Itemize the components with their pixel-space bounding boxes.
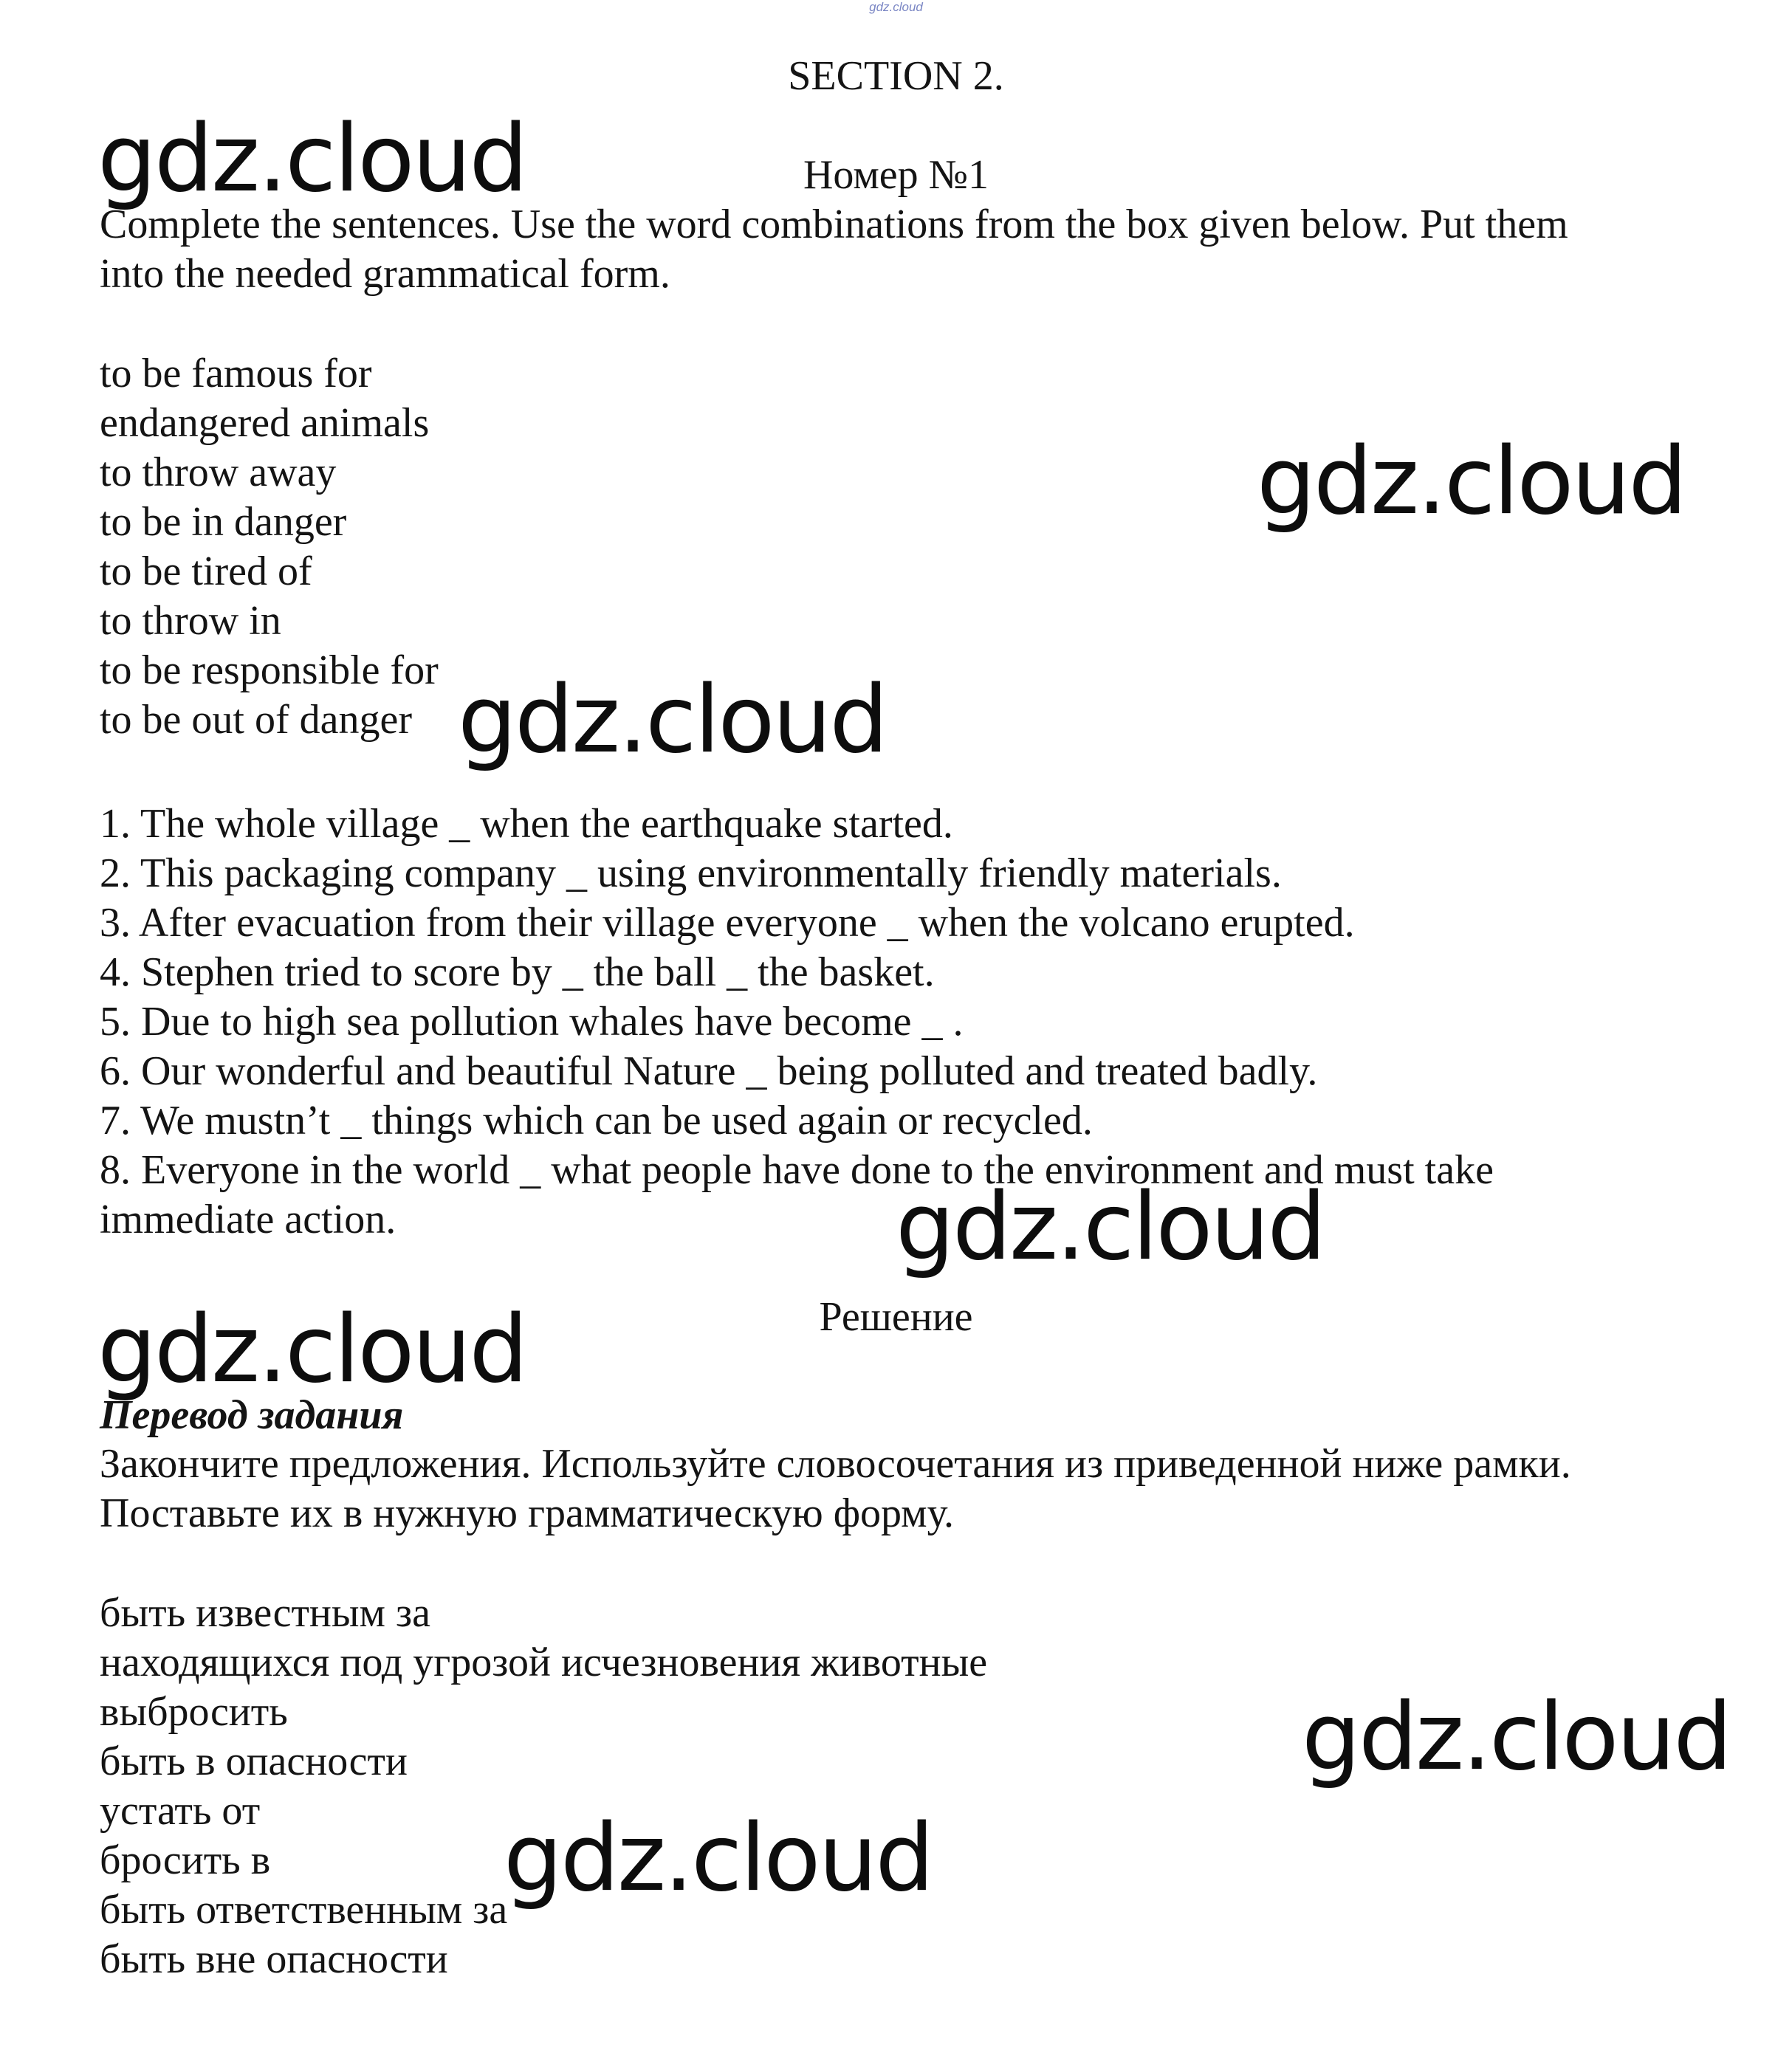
word-box [100, 349, 439, 745]
task-number: Номер №1 [803, 152, 989, 198]
watermark: gdz.cloud [504, 1803, 933, 1912]
word-box-item: to throw in [100, 598, 281, 644]
word-box-item: to throw away [100, 450, 337, 495]
word-box-item: to be in danger [100, 499, 347, 545]
watermark: gdz.cloud [97, 1295, 526, 1403]
translation-word-box-item: быть вне опасности [100, 1936, 448, 1982]
translation-word-box-item: быть известным за [100, 1590, 430, 1636]
translation-instruction-line: Закончите предложения. Используйте словосочетания из приведенной ниже рамки. [100, 1441, 1571, 1487]
sentence: 4. Stephen tried to score by _ the ball _ the basket. [100, 949, 935, 995]
sentence: 8. Everyone in the world _ what people have done to the environment and must take [100, 1147, 1494, 1193]
word-box-item: to be out of danger [100, 697, 412, 743]
word-box-item: endangered animals [100, 400, 430, 446]
translation-heading: Перевод задания [100, 1392, 404, 1438]
sentence: immediate action. [100, 1197, 396, 1242]
translation-word-box-item: выбросить [100, 1689, 288, 1735]
sentence: 6. Our wonderful and beautiful Nature _ being polluted and treated badly. [100, 1048, 1318, 1094]
watermark: gdz.cloud [896, 1172, 1325, 1281]
translation-word-box-item: находящихся под угрозой исчезновения животные [100, 1640, 988, 1685]
watermark: gdz.cloud [1302, 1682, 1731, 1791]
translation-word-box-item: устать от [100, 1788, 261, 1834]
sentence: 3. After evacuation from their village everyone _ when the volcano erupted. [100, 900, 1355, 946]
top-watermark: gdz.cloud [869, 0, 923, 14]
instruction-line: Complete the sentences. Use the word combinations from the box given below. Put them [100, 202, 1568, 247]
translation-instruction [100, 1440, 1571, 1538]
solution-heading: Решение [819, 1294, 973, 1340]
sentence: 2. This packaging company _ using environmentally friendly materials. [100, 850, 1282, 896]
word-box-item: to be famous for [100, 351, 372, 396]
word-box-item: to be responsible for [100, 647, 439, 693]
sentence: 5. Due to high sea pollution whales have become _ . [100, 999, 964, 1045]
instruction [100, 200, 1568, 299]
instruction-line: into the needed grammatical form. [100, 251, 670, 297]
translation-word-box-item: бросить в [100, 1837, 271, 1883]
translation-instruction-line: Поставьте их в нужную грамматическую форму. [100, 1490, 954, 1536]
watermark: gdz.cloud [458, 665, 887, 774]
translation-word-box-item: быть ответственным за [100, 1887, 508, 1933]
sentence: 1. The whole village _ when the earthquake started. [100, 801, 953, 847]
word-box-item: to be tired of [100, 548, 312, 594]
translation-word-box-item: быть в опасности [100, 1738, 408, 1784]
sentence: 7. We mustn’t _ things which can be used again or recycled. [100, 1098, 1093, 1143]
section-title: SECTION 2. [788, 53, 1004, 99]
watermark: gdz.cloud [97, 104, 526, 213]
watermark: gdz.cloud [1257, 427, 1686, 535]
translation-word-box [100, 1589, 987, 1984]
